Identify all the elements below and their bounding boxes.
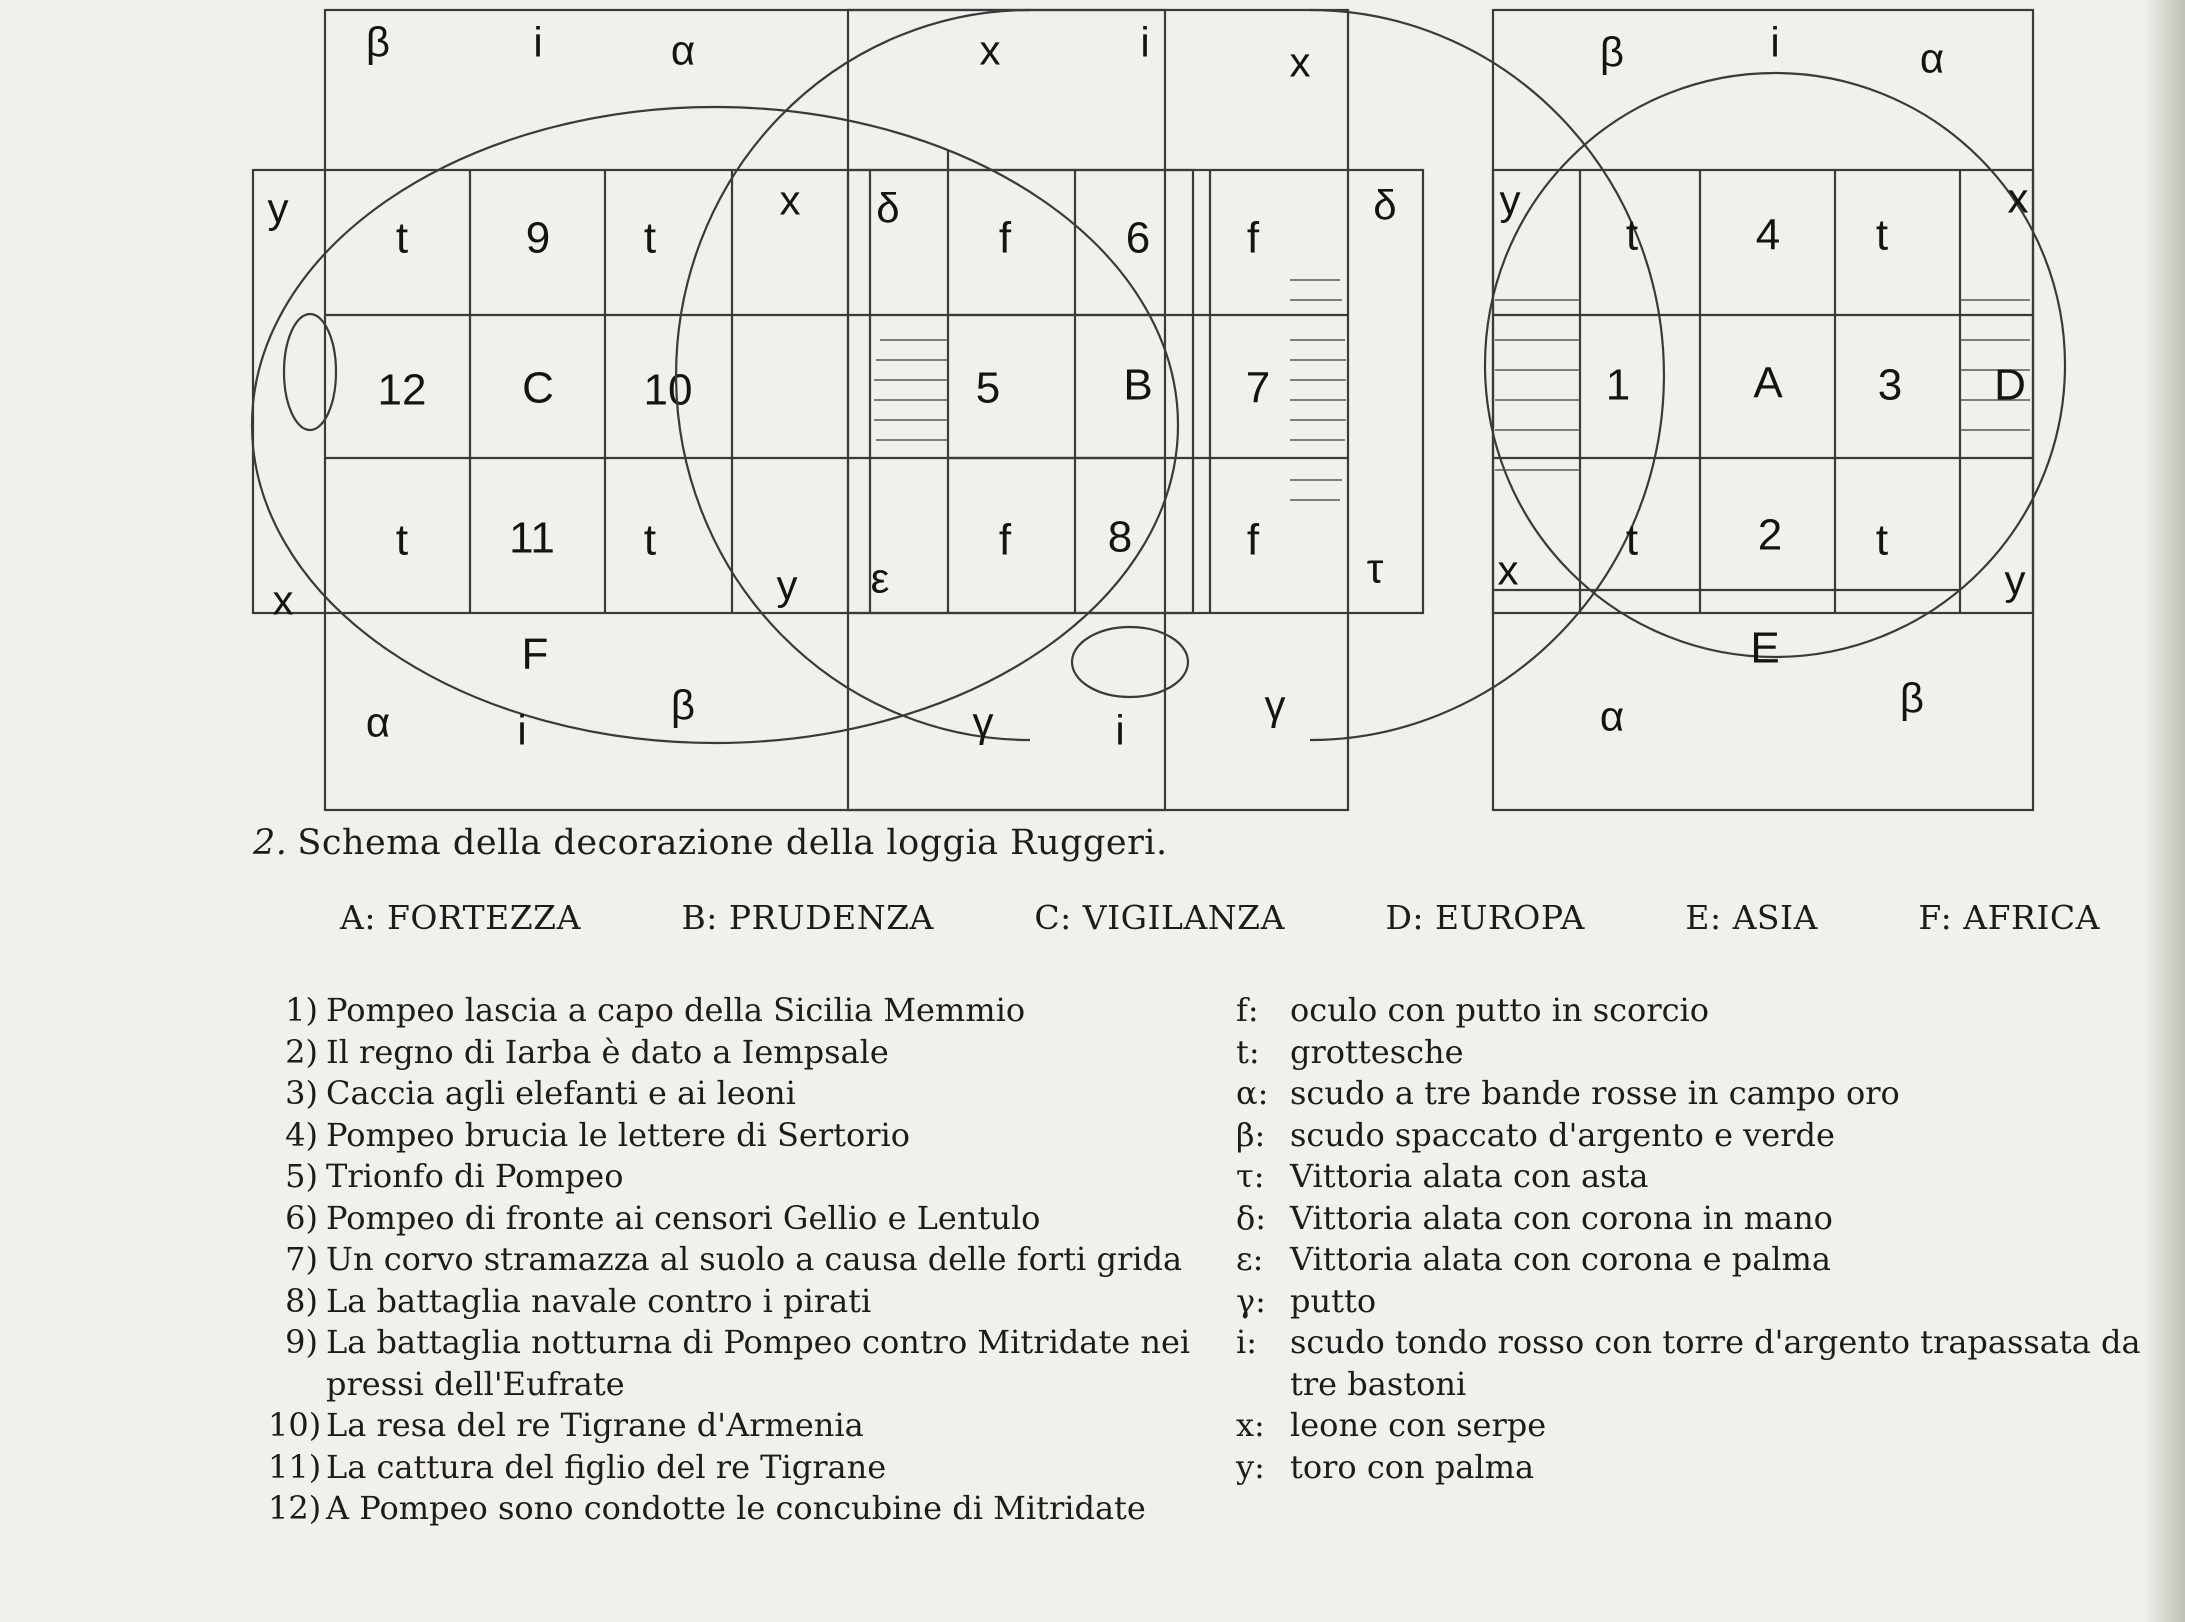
legend-item — [1236, 1198, 2180, 1240]
legend-item — [268, 1156, 1208, 1198]
panel-c — [252, 10, 1193, 810]
panel-b-cell: 5 — [975, 363, 1001, 413]
panel-b-cell: f — [1246, 213, 1260, 263]
panel-b-top-left: x — [979, 26, 1001, 74]
panel-c-row3-left: x — [272, 576, 294, 624]
panel-b-cell: f — [998, 213, 1012, 263]
virtue-a: A: FORTEZZA — [340, 898, 581, 937]
panel-c-cell: t — [643, 515, 657, 565]
legend-item — [268, 1239, 1208, 1281]
panel-c-bottom-left: α — [365, 698, 391, 746]
panel-c-cell: 10 — [643, 365, 693, 415]
legend-item — [268, 1488, 1208, 1530]
panel-a-cell: A — [1753, 358, 1783, 408]
panel-b-cell: 7 — [1245, 363, 1271, 413]
legend-key: 3) — [285, 1074, 318, 1112]
legend-item — [268, 1073, 1208, 1115]
panel-c-cell: C — [522, 363, 554, 413]
virtue-key — [340, 898, 2100, 937]
legend-key: 1) — [285, 991, 318, 1029]
panel-b-bottom-center: i — [1115, 706, 1125, 754]
legend-key: γ: — [1236, 1281, 1266, 1320]
panel-a-cell: 2 — [1757, 510, 1783, 560]
legend-text: scudo tondo rosso con torre d'argento trapassata da tre bastoni — [1290, 1323, 2141, 1403]
figure-caption-text: Schema della decorazione della loggia Ruggeri. — [297, 823, 1168, 863]
legend-item — [268, 1198, 1208, 1240]
panel-a-bottom-left: α — [1599, 692, 1625, 740]
legend-key: 6) — [285, 1198, 318, 1237]
virtue-e: E: ASIA — [1685, 898, 1818, 937]
panel-a-top-right: α — [1919, 34, 1945, 82]
legend-text: scudo spaccato d'argento e verde — [1290, 1115, 1835, 1154]
legend-key: x: — [1236, 1406, 1265, 1444]
legend-key: 2) — [285, 1032, 318, 1071]
legend-text: leone con serpe — [1290, 1406, 1547, 1444]
panel-c-cell: t — [643, 213, 657, 263]
panel-b-top-center: i — [1140, 18, 1150, 66]
legend-text: oculo con putto in scorcio — [1290, 991, 1710, 1029]
legend-text: toro con palma — [1290, 1447, 1535, 1486]
panel-b-cell: f — [1246, 515, 1260, 565]
figure-number: 2. — [253, 823, 288, 863]
panel-c-top-left: β — [365, 18, 391, 66]
legend-item — [1236, 990, 2180, 1032]
panel-a-cell: 4 — [1755, 210, 1781, 260]
legend-text: Vittoria alata con corona in mano — [1290, 1198, 1833, 1237]
panel-c-frame — [325, 10, 1165, 810]
legend-key: f: — [1236, 991, 1259, 1029]
panel-a-row2-right: D — [1994, 360, 2026, 410]
panel-a-cell: t — [1875, 210, 1889, 260]
legend-key: 7) — [285, 1240, 318, 1278]
legend-key: δ: — [1236, 1198, 1267, 1237]
legend-text: Vittoria alata con corona e palma — [1290, 1240, 1831, 1278]
legend-text: grottesche — [1290, 1032, 1464, 1071]
legend-item — [1236, 1281, 2180, 1323]
panel-c-bottom-center-top: F — [521, 629, 549, 679]
legend-key: 10) — [268, 1406, 322, 1444]
legend-text: Vittoria alata con asta — [1290, 1157, 1649, 1195]
panel-b — [676, 10, 1664, 810]
legend-text: Pompeo di fronte ai censori Gellio e Lentulo — [326, 1198, 1041, 1237]
panel-c-top-right: α — [670, 26, 696, 74]
panel-b-row1-left: δ — [876, 184, 900, 232]
panel-a-cell: 1 — [1605, 360, 1631, 410]
legend-text: Caccia agli elefanti e ai leoni — [326, 1074, 796, 1112]
legend-key: 4) — [285, 1115, 318, 1154]
legend-key: t: — [1236, 1032, 1260, 1071]
virtue-b: B: PRUDENZA — [681, 898, 934, 937]
panel-b-hatching — [874, 280, 1346, 500]
panel-c-row1-right: x — [779, 176, 801, 224]
legend-item — [268, 1447, 1208, 1489]
legend-key: α: — [1236, 1074, 1269, 1112]
legend-key: 9) — [285, 1323, 318, 1361]
panel-a-cell: t — [1875, 515, 1889, 565]
panel-a-row3-left: x — [1497, 546, 1519, 594]
panel-a-row1-right: x — [2007, 174, 2029, 222]
panel-c-oval — [252, 107, 1178, 743]
panel-c-cell: 9 — [525, 213, 551, 263]
legend-key: i: — [1236, 1323, 1258, 1361]
panel-b-row3-right: τ — [1366, 544, 1384, 592]
legend-text: Trionfo di Pompeo — [326, 1157, 624, 1195]
legend-item — [1236, 1156, 2180, 1198]
virtue-d: D: EUROPA — [1385, 898, 1585, 937]
legend-key: β: — [1236, 1115, 1266, 1154]
panel-b-top-right: x — [1289, 38, 1311, 86]
panel-a-frame — [1493, 10, 2033, 810]
legend-item — [1236, 1239, 2180, 1281]
panel-a-row1-left: y — [1499, 176, 1521, 224]
panel-c-cell: t — [395, 515, 409, 565]
legend-item — [1236, 1115, 2180, 1157]
panel-a-top-center: i — [1770, 18, 1780, 66]
panel-c-small-oval — [284, 314, 336, 430]
legend-text: Un corvo stramazza al suolo a causa delle forti grida — [326, 1240, 1183, 1278]
panel-a-top-left: β — [1599, 28, 1625, 76]
panel-b-bottom-right: γ — [1264, 681, 1286, 729]
figure-caption — [253, 823, 1168, 863]
panel-c-bottom-center: i — [517, 706, 527, 754]
legend-item — [1236, 1447, 2180, 1489]
legend-item — [1236, 1322, 2180, 1405]
scene-legend — [268, 990, 1208, 1530]
panel-a-bottom-right: β — [1899, 674, 1925, 722]
legend-item — [1236, 1405, 2180, 1447]
legend-text: La cattura del figlio del re Tigrane — [326, 1447, 887, 1486]
legend-item — [1236, 1032, 2180, 1074]
panel-b-cell: f — [998, 515, 1012, 565]
panel-b-cell: 6 — [1125, 213, 1151, 263]
legend-key: 11) — [268, 1447, 322, 1486]
legend-item — [268, 1032, 1208, 1074]
virtue-c: C: VIGILANZA — [1034, 898, 1285, 937]
panel-a-bottom-center-top: E — [1750, 623, 1780, 673]
legend-key: τ: — [1236, 1157, 1265, 1195]
panel-a-cell: t — [1625, 515, 1639, 565]
legend-key: 5) — [285, 1157, 318, 1195]
legend-item — [1236, 1073, 2180, 1115]
legend-text: Il regno di Iarba è dato a Iempsale — [326, 1032, 889, 1071]
legend-item — [268, 1405, 1208, 1447]
legend-text: putto — [1290, 1281, 1377, 1320]
panel-b-row3-left: ε — [870, 554, 890, 602]
panel-a-cell: t — [1625, 210, 1639, 260]
legend-text: La battaglia notturna di Pompeo contro Mitridate nei pressi dell'Eufrate — [326, 1323, 1191, 1403]
legend-text: La battaglia navale contro i pirati — [326, 1281, 872, 1320]
legend-item — [268, 990, 1208, 1032]
panel-b-cell: 8 — [1107, 512, 1133, 562]
legend-text: La resa del re Tigrane d'Armenia — [326, 1406, 864, 1444]
legend-text: scudo a tre bande rosse in campo oro — [1290, 1074, 1900, 1112]
legend-text: A Pompeo sono condotte le concubine di Mitridate — [326, 1489, 1146, 1527]
legend-key: 8) — [285, 1281, 318, 1320]
panel-a-cell: 3 — [1877, 360, 1903, 410]
panel-a-row3-right: y — [2004, 556, 2026, 604]
symbol-legend — [1236, 990, 2180, 1488]
panel-c-cell: 11 — [509, 513, 555, 563]
legend-item — [268, 1322, 1208, 1405]
panel-b-row1-right: δ — [1373, 181, 1397, 229]
panel-b-cell: B — [1123, 360, 1153, 410]
panel-b-small-oval — [1072, 627, 1188, 697]
legend-key: y: — [1236, 1447, 1265, 1486]
panel-c-cell: 12 — [377, 365, 427, 415]
legend-item — [268, 1115, 1208, 1157]
virtue-f: F: AFRICA — [1918, 898, 2100, 937]
legend-key: 12) — [268, 1489, 322, 1527]
legend-key: ε: — [1236, 1240, 1264, 1278]
panel-b-bottom-left: γ — [972, 698, 994, 746]
panel-c-top-center: i — [533, 18, 543, 66]
panel-c-row1-left: y — [267, 184, 289, 232]
legend-text: Pompeo lascia a capo della Sicilia Memmio — [326, 991, 1026, 1029]
legend-text: Pompeo brucia le lettere di Sertorio — [326, 1115, 911, 1154]
panel-c-cell: t — [395, 213, 409, 263]
panel-c-row3-right: y — [776, 561, 798, 609]
panel-c-bottom-right: β — [670, 681, 696, 729]
legend-item — [268, 1281, 1208, 1323]
